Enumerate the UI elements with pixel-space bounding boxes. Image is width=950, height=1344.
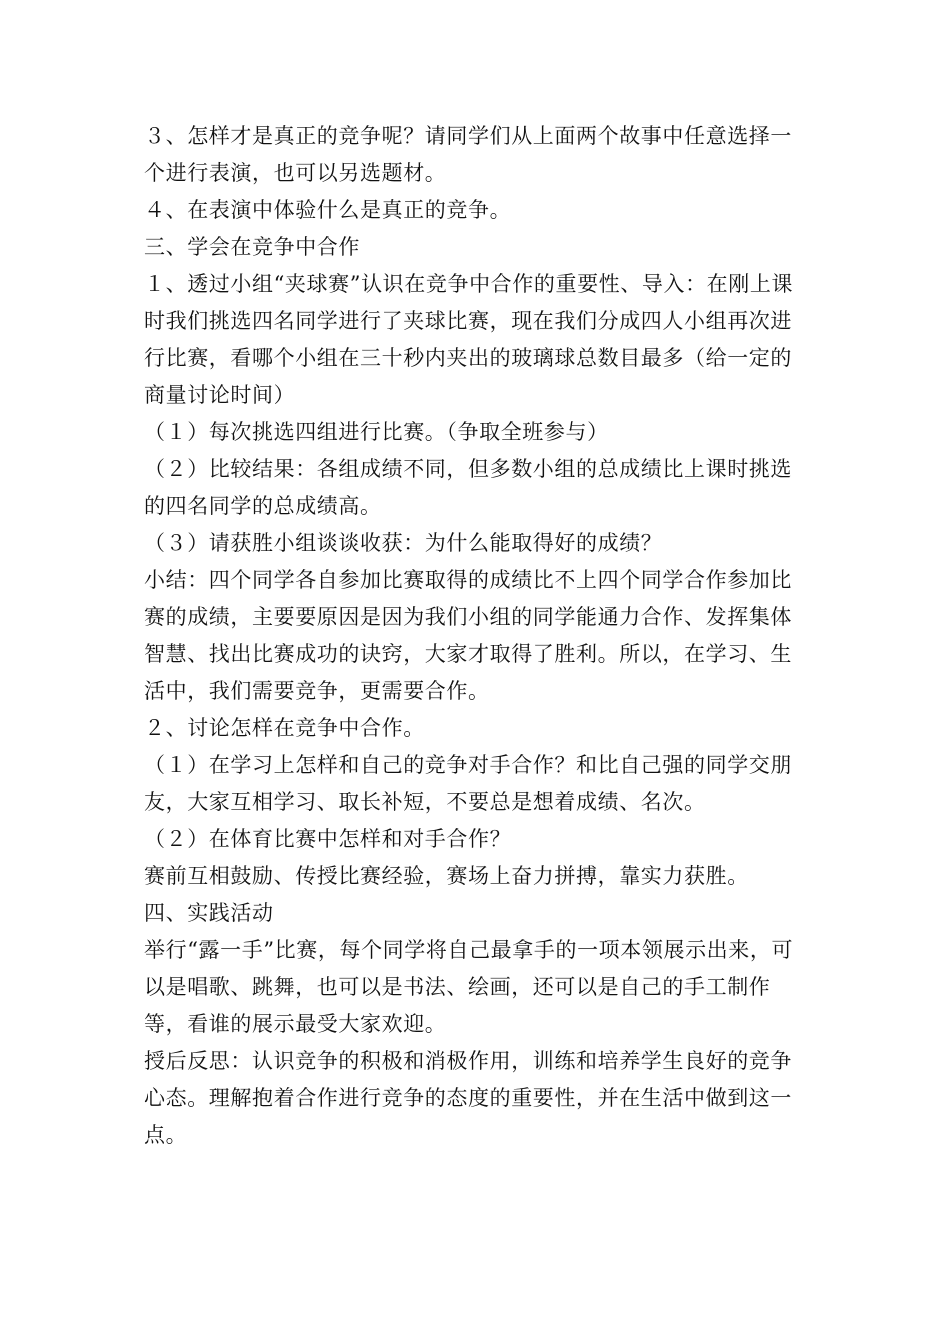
paragraph-discussion-2: （２）在体育比赛中怎样和对手合作？ <box>144 827 512 851</box>
section-heading-3: 三、学会在竞争中合作 <box>144 235 360 259</box>
paragraph-discussion-2-answer: 赛前互相鼓励、传授比赛经验，赛场上奋力拼搏，靠实力获胜。 <box>144 864 749 888</box>
paragraph-practice: 举行“露一手”比赛，每个同学将自己最拿手的一项本领展示出来，可以是唱歌、跳舞，也可以是书法、绘画，还可以是自己的手工制作等，看谁的展示最受大家欢迎。 <box>144 938 794 1036</box>
paragraph-step-1: １、透过小组“夹球赛”认识在竞争中合作的重要性、导入：在刚上课时我们挑选四名同学进行了夹球比赛，现在我们分成四人小组再次进行比赛，看哪个小组在三十秒内夹出的玻璃球总数目最多（给一定的商量讨论时间） <box>144 272 794 407</box>
paragraph-discussion-1: （１）在学习上怎样和自己的竞争对手合作？和比自己强的同学交朋友，大家互相学习、取长补短，不要总是想着成绩、名次。 <box>144 753 792 814</box>
paragraph-summary: 小结：四个同学各自参加比赛取得的成绩比不上四个同学合作参加比赛的成绩，主要要原因是因为我们小组的同学能通力合作、发挥集体智慧、找出比赛成功的诀窍，大家才取得了胜利。所以，在学习、生活中，我们需要竞争，更需要合作。 <box>144 568 792 703</box>
paragraph-substep-2: （２）比较结果：各组成绩不同，但多数小组的总成绩比上课时挑选的四名同学的总成绩高。 <box>144 457 792 518</box>
section-heading-4: 四、实践活动 <box>144 901 274 925</box>
paragraph-substep-3: （３）请获胜小组谈谈收获：为什么能取得好的成绩？ <box>144 531 663 555</box>
paragraph-activity-3: ３、怎样才是真正的竞争呢？请同学们从上面两个故事中任意选择一个进行表演，也可以另选题材。 <box>144 124 792 185</box>
paragraph-step-2: ２、讨论怎样在竞争中合作。 <box>144 716 425 740</box>
paragraph-activity-4: ４、在表演中体验什么是真正的竞争。 <box>144 198 512 222</box>
document-body <box>144 118 812 1154</box>
paragraph-reflection: 授后反思：认识竞争的积极和消极作用，训练和培养学生良好的竞争心态。理解抱着合作进行竞争的态度的重要性，并在生活中做到这一点。 <box>144 1049 792 1147</box>
paragraph-substep-1: （１）每次挑选四组进行比赛。（争取全班参与） <box>144 420 609 444</box>
